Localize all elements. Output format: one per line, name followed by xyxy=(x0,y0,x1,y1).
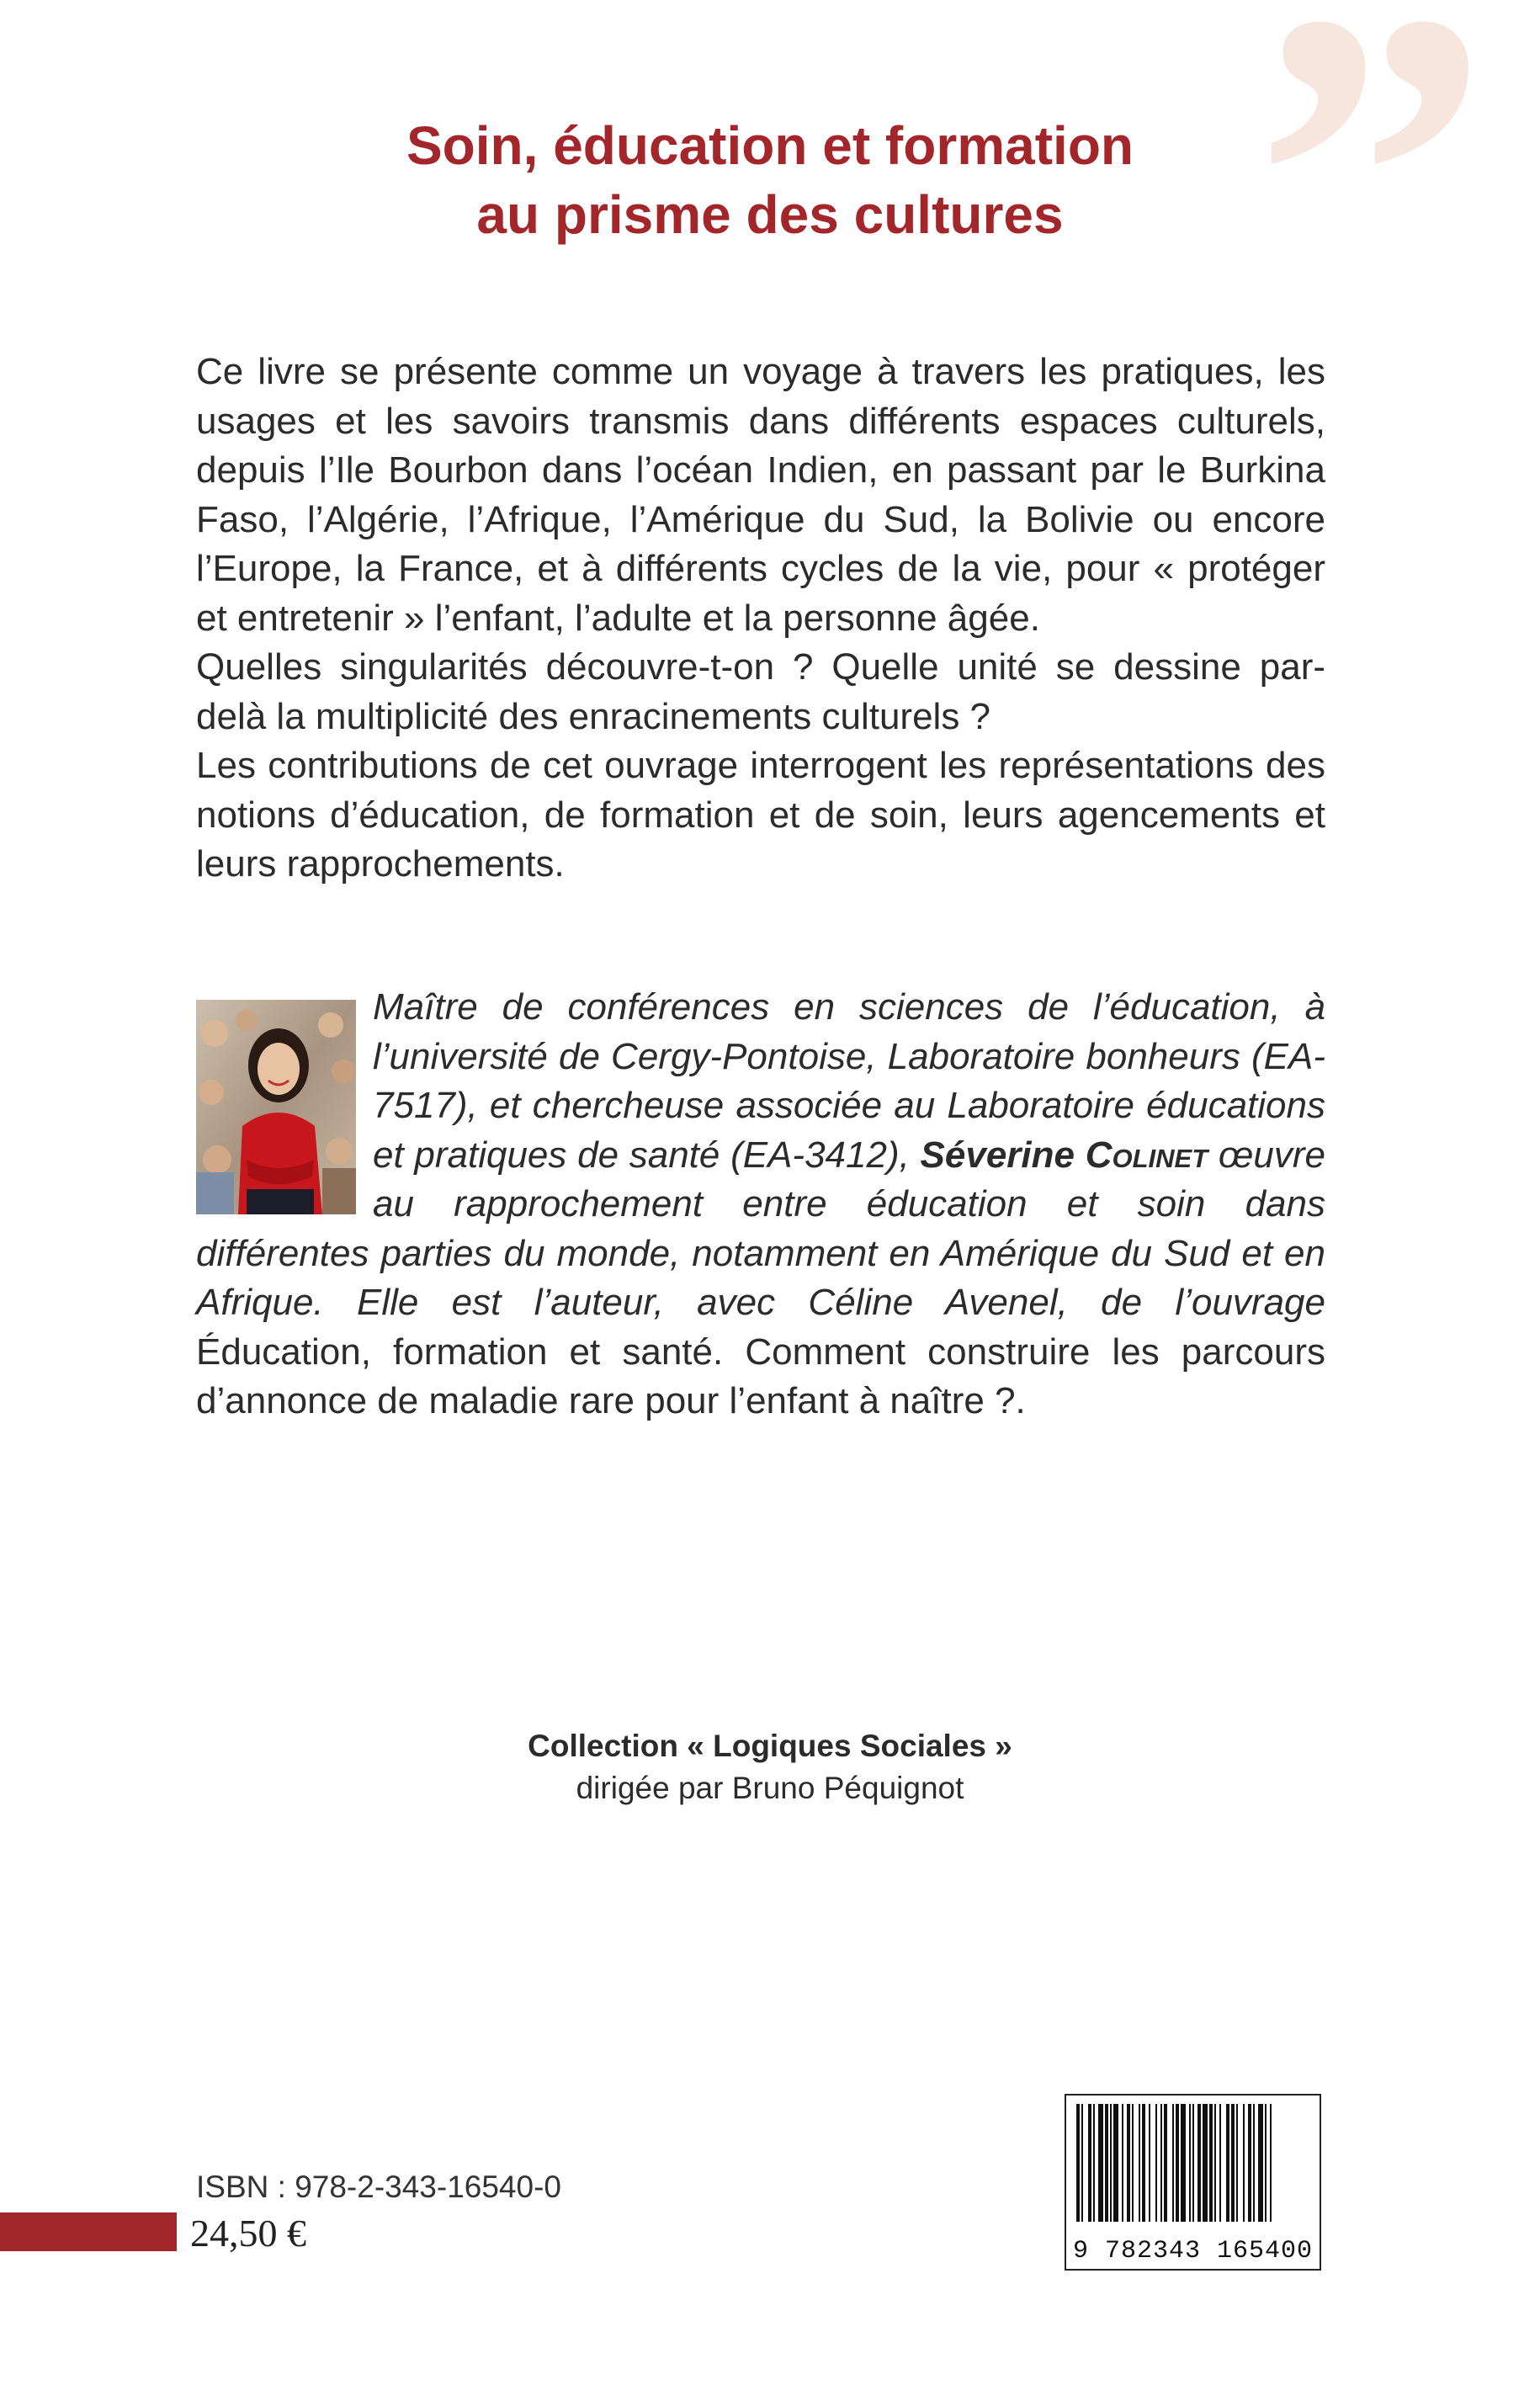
barcode-bar xyxy=(1258,2104,1263,2222)
barcode-bar xyxy=(1270,2104,1272,2222)
barcode-bar xyxy=(1093,2104,1095,2222)
barcode xyxy=(1065,2094,1321,2271)
barcode-bar xyxy=(1181,2104,1186,2222)
barcode-bar xyxy=(1214,2104,1216,2222)
barcode-bar xyxy=(1160,2104,1162,2222)
barcode-bar xyxy=(1142,2104,1145,2222)
blurb-paragraph-3: Les contributions de cet ouvrage interrogent les représentations des notions d’éducation, de formation et de soin, leurs agencements et leurs rapprochements. xyxy=(196,745,1325,884)
barcode-bar xyxy=(1139,2104,1140,2222)
barcode-bar xyxy=(1132,2104,1134,2222)
collection-info xyxy=(349,1725,1191,1809)
barcode-bar xyxy=(1164,2104,1167,2222)
barcode-bar xyxy=(1189,2104,1191,2222)
barcode-bar xyxy=(1243,2104,1245,2222)
collection-director: dirigée par Bruno Péquignot xyxy=(576,1771,964,1805)
barcode-bar xyxy=(1203,2104,1208,2222)
barcode-bar xyxy=(1219,2104,1221,2222)
blurb-paragraph-2: Quelles singularités découvre-t-on ? Quelle unité se dessine par-delà la multiplicité des enracinements culturels ? xyxy=(196,646,1325,737)
book-blurb xyxy=(196,348,1325,890)
barcode-digits: 9 782343 165400 xyxy=(1072,2237,1314,2265)
bio-intro: Maître de conférences en sciences de l’éducation, à l’université de Cergy-Pontoise, Laboratoire bonheurs (EA-7517), et chercheuse associée au Laboratoire éducations et pratiques de santé (EA-3412), xyxy=(373,986,1325,1176)
barcode-bar xyxy=(1236,2104,1238,2222)
book-title-line-2: au prisme des cultures xyxy=(476,184,1064,245)
barcode-bar xyxy=(1155,2104,1157,2222)
barcode-bar xyxy=(1176,2104,1179,2222)
photo-text-wrap-spacer xyxy=(196,983,373,1214)
book-title-line-1: Soin, éducation et formation xyxy=(406,115,1134,176)
bio-book-title: Éducation, formation et santé. Comment construire les parcours d’annonce de maladie rare pour l’enfant à naître ?. xyxy=(196,1331,1325,1421)
barcode-bar xyxy=(1172,2104,1174,2222)
barcode-bar xyxy=(1088,2104,1091,2222)
barcode-bar xyxy=(1209,2104,1213,2222)
barcode-bar xyxy=(1192,2104,1194,2222)
barcode-bar xyxy=(1122,2104,1123,2222)
barcode-bar xyxy=(1248,2104,1251,2222)
collection-name: Collection « Logiques Sociales » xyxy=(528,1729,1012,1763)
author-first-name: Séverine xyxy=(920,1134,1075,1176)
barcode-bar xyxy=(1098,2104,1103,2222)
barcode-bar xyxy=(1081,2104,1083,2222)
barcode-bar xyxy=(1231,2104,1235,2222)
barcode-bar xyxy=(1110,2104,1112,2222)
bio-middle: œuvre au rapprochement entre éducation et soin dans différentes parties du monde, notamment en Amérique du Sud et en Afrique. Elle est l’auteur, avec Céline Avenel, de l’ouvrage xyxy=(196,1134,1325,1323)
barcode-bar xyxy=(1076,2104,1080,2222)
accent-bar xyxy=(0,2212,177,2251)
decorative-quote-mark: ” xyxy=(1254,0,1456,438)
book-title xyxy=(278,111,1262,249)
author-bio xyxy=(196,983,1325,1426)
blurb-paragraph-1: Ce livre se présente comme un voyage à travers les pratiques, les usages et les savoirs transmis dans différents espaces culturels, depuis l’Ile Bourbon dans l’océan Indien, en passant par le Burkina Faso, l’Algérie, l’Afrique, l’Amérique du Sud, la Bolivie ou encore l’Europe, la France, et à différents cycles de la vie, pour « protéger et entretenir » l’enfant, l’adulte et la personne âgée. xyxy=(196,351,1325,639)
price: 24,50 € xyxy=(190,2212,306,2255)
author-name xyxy=(921,1134,1208,1176)
barcode-bars xyxy=(1066,2096,1320,2230)
barcode-bar xyxy=(1197,2104,1201,2222)
author-last-name: Colinet xyxy=(1085,1134,1208,1176)
isbn: ISBN : 978-2-343-16540-0 xyxy=(196,2170,561,2204)
barcode-bar xyxy=(1265,2104,1267,2222)
barcode-bar xyxy=(1113,2104,1118,2222)
barcode-bar xyxy=(1105,2104,1108,2222)
barcode-bar xyxy=(1226,2104,1229,2222)
barcode-bar xyxy=(1127,2104,1130,2222)
barcode-bar xyxy=(1253,2104,1255,2222)
barcode-bar xyxy=(1149,2104,1150,2222)
